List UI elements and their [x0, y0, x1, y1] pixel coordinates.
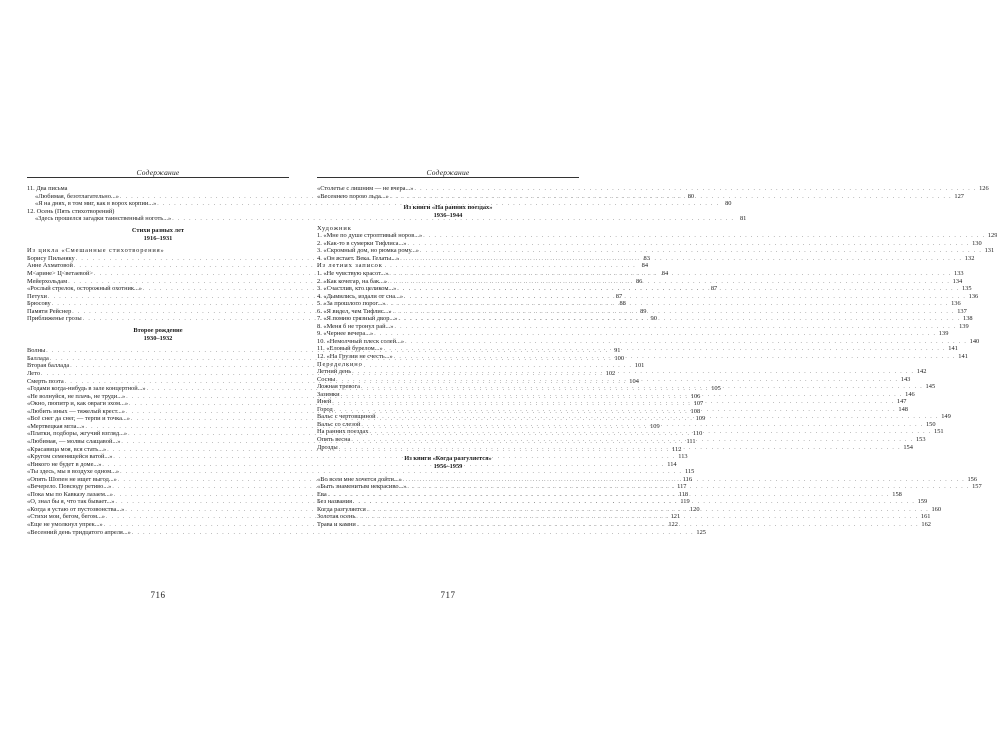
toc-entry-title: 1. «Мне по душе строптивый норов...»	[317, 232, 423, 240]
toc-entry-page: 88	[619, 300, 626, 308]
toc-entry-page: 162	[921, 520, 931, 528]
toc-entry-title: «Когда я устаю от пустозвонства...»	[27, 505, 125, 513]
toc-entry-page: 141	[948, 345, 958, 353]
dot-leader	[132, 530, 694, 538]
section-title: Стихи разных лет	[131, 226, 185, 234]
toc-entry-title: Петухи	[27, 292, 47, 300]
toc-entry-title: «Вечерело. Повсюду ретиво...»	[27, 483, 112, 491]
toc-entry-title: Волны	[27, 347, 46, 355]
dot-leader	[415, 186, 977, 194]
section-title: Из книги «На ранних поездах»	[403, 204, 493, 212]
toc-entry-page: 146	[905, 390, 915, 398]
toc-entry-title: «Любимая, безотлагательно...»	[35, 192, 119, 200]
section-years: 1936–1944	[433, 211, 463, 219]
cycle-heading: Из цикла «Смешанные стихотворения»	[27, 247, 165, 255]
toc-entry-title: «Годами когда-нибудь в зале концертной...»	[27, 385, 146, 393]
toc-entry-page: 131	[984, 247, 995, 255]
toc-entry-page: 84	[661, 269, 669, 277]
toc-entry-title: Брюсову	[27, 300, 51, 308]
toc-entry-page: 138	[963, 315, 973, 323]
toc-entry-title: Вальс со слезой	[317, 420, 361, 428]
toc-entry-page: 109	[650, 422, 660, 430]
toc-entry-page: 153	[915, 436, 926, 443]
toc-entry-page: 133	[954, 269, 964, 277]
toc-entry-page: 106	[690, 392, 701, 400]
cycle-heading: Художник	[317, 224, 352, 232]
toc-entry-title: 3. «Скромный дом, но рюмка рому...»	[317, 247, 420, 255]
toc-entry-title: 9. «Чернее вечера...»	[317, 330, 374, 338]
toc-entry-title: «Быть знаменитым некрасиво...»	[317, 483, 407, 491]
toc-entry[interactable]	[27, 528, 706, 537]
cycle-heading: Переделкино	[317, 360, 363, 368]
toc-entry-page: 112	[672, 445, 682, 453]
toc-entry-title: Летний день	[317, 368, 352, 376]
dot-leader	[403, 477, 965, 485]
toc-entry[interactable]	[27, 208, 289, 216]
toc-entry-title: «Всё снег да снег, — терпи и точка...»	[27, 415, 130, 423]
toc-entry-title: Золотая осень	[317, 513, 356, 521]
toc-entry[interactable]	[317, 337, 980, 346]
dot-leader	[395, 324, 957, 332]
dot-leader	[408, 241, 970, 249]
toc-entry-page: 160	[931, 505, 942, 513]
toc-entry-title: Смерть поэта	[27, 377, 64, 385]
section-years: 1916–1931	[143, 234, 173, 242]
toc-entry-page: 139	[959, 322, 969, 330]
toc-entry-title: Иней	[317, 398, 332, 406]
dot-leader	[334, 407, 896, 415]
dot-leader	[341, 392, 903, 400]
toc-entry-page: 129	[987, 232, 997, 240]
header-rule-right	[317, 177, 579, 178]
section-heading	[27, 327, 289, 343]
toc-entry-title: 6. «Я видел, чем Тифлис...»	[317, 307, 392, 315]
toc-entry-page: 89	[640, 307, 647, 315]
toc-entry-page: 125	[696, 528, 706, 536]
toc-entry-page: 130	[972, 239, 982, 247]
toc-entry-title: Дрозды	[317, 443, 338, 451]
dot-leader	[423, 233, 985, 241]
toc-entry-page: 87	[710, 285, 718, 293]
header-rule-left	[27, 177, 289, 178]
dot-leader	[374, 331, 936, 339]
toc-entry-page: 136	[951, 300, 961, 308]
toc-entry-title: 11. Два письма	[27, 185, 68, 192]
toc-entry-title: 3. «Счастлив, кто целиком...»	[317, 285, 397, 293]
toc-entry-title: Город	[317, 405, 333, 413]
toc-entry-page: 127	[954, 192, 964, 200]
toc-entry-title: Памяти Рейснер	[27, 307, 72, 315]
dot-leader	[393, 309, 955, 317]
section-heading	[27, 227, 289, 243]
toc-entry-title: «Я на днях, в том миг, как в ворох корпии...»	[35, 200, 157, 208]
toc-entry-page: 140	[969, 337, 980, 345]
toc-entry-title: Приближенье грозы	[27, 315, 82, 323]
dot-leader	[390, 194, 952, 202]
toc-entry-page: 101	[634, 362, 645, 370]
toc-entry[interactable]	[317, 239, 982, 248]
toc-entry[interactable]	[317, 330, 949, 338]
toc-entry-title: 4. «Дымились, издали от сна...»	[317, 292, 404, 300]
dot-leader	[353, 499, 915, 507]
toc-entry-title: «Ты здесь, мы в воздухе одном...»	[27, 468, 120, 476]
toc-entry-page: 157	[972, 483, 982, 491]
dot-leader	[361, 422, 923, 430]
toc-entry-title: Опять весна	[317, 436, 351, 443]
section-title: Второе рождение	[133, 326, 183, 334]
toc-entry-page: 118	[678, 490, 689, 498]
toc-entry-title: Лето	[27, 370, 41, 378]
toc-entry-title: 2. «Как-то в сумерки Тифлиса...»	[317, 239, 407, 247]
toc-entry[interactable]	[317, 232, 997, 240]
toc-entry-page: 80	[687, 192, 695, 200]
dot-leader	[405, 339, 967, 347]
page-number-right: 717	[440, 590, 456, 600]
toc-entry-page: 111	[686, 437, 696, 445]
toc-entry-page: 135	[961, 285, 972, 293]
toc-entry-page: 102	[605, 370, 616, 378]
toc-entry-page: 132	[964, 254, 975, 262]
section-heading	[317, 455, 579, 471]
dot-leader	[357, 522, 919, 530]
toc-entry[interactable]	[27, 185, 289, 193]
toc-entry-title: «Опять Шопен не ищет выгод...»	[27, 475, 117, 483]
dot-leader	[384, 346, 946, 354]
toc-entry-title: «Столетье с лишним — не вчера...»	[317, 185, 414, 192]
toc-entry-title: «Весеннею порою льда...»	[317, 192, 389, 200]
toc-entry-page: 116	[682, 475, 693, 483]
toc-entry-title: 7. «Я помню грязный двор...»	[317, 315, 398, 323]
toc-entry-title: Сосны	[317, 375, 336, 383]
toc-entry-title: «Любить иных — тяжелый крест...»	[27, 407, 125, 415]
toc-entry-page: 80	[725, 200, 732, 208]
cycle-heading: Из летних записок	[317, 262, 383, 270]
toc-entry-title: «Здесь прошелся загадки таинственный ноготь...»	[35, 215, 172, 223]
toc-entry-page: 122	[668, 520, 678, 528]
toc-entry-page: 161	[920, 513, 931, 521]
toc-entry-title: 4. «Он встает. Века. Гелаты...»	[317, 254, 400, 262]
toc-entry[interactable]	[317, 322, 969, 331]
section-title: Из книги «Когда разгуляется»	[404, 455, 492, 463]
toc-entry-title: Вальс с чертовщиной	[317, 413, 376, 421]
toc-entry-title: Борису Пильняку	[27, 254, 75, 262]
toc-entry-title: «Кругом семенящейся ватой...»	[27, 453, 113, 461]
toc-entry-title: «Рослый стрелок, осторожный охотник...»	[27, 285, 143, 293]
toc-entry-page: 139	[938, 330, 949, 338]
toc-entry-page: 91	[614, 347, 621, 355]
dot-leader	[336, 377, 898, 385]
dot-leader	[404, 294, 966, 302]
toc-entry-page: 143	[900, 375, 911, 383]
toc-entry-title: 11. «Еловый бурелом...»	[317, 345, 383, 353]
toc-entry-page: 158	[892, 490, 902, 498]
toc-entry-page: 126	[979, 185, 989, 192]
page-number-left: 716	[150, 590, 166, 600]
toc-entry-title: «Весенний день тридцатого апреля...»	[27, 528, 131, 536]
toc-entry-page: 90	[650, 315, 657, 323]
toc-entry-page: 108	[690, 407, 701, 415]
toc-entry-page: 110	[692, 430, 703, 438]
toc-entry-page: 137	[957, 307, 967, 315]
toc-entry-title: 8. «Меня б не тронул рай...»	[317, 322, 394, 330]
toc-entry-page: 113	[678, 453, 688, 461]
dot-leader	[397, 286, 959, 294]
toc-entry-page: 154	[903, 443, 913, 451]
toc-entry-page: 87	[615, 292, 623, 300]
running-head-right: Содержание	[426, 168, 470, 177]
toc-entry-page: 149	[941, 413, 951, 421]
toc-entry[interactable]	[317, 185, 989, 193]
toc-entry-page: 100	[614, 354, 625, 362]
toc-entry-page: 105	[711, 385, 721, 393]
dot-leader	[351, 437, 913, 445]
toc-entry-title: «О, знал бы я, что так бывает...»	[27, 498, 115, 506]
toc-entry-page: 120	[689, 505, 700, 513]
toc-entry-title: На ранних поездах	[317, 428, 369, 436]
toc-entry-page: 86	[635, 277, 643, 285]
toc-entry-title: 10. «Немолчный плеск солей...»	[317, 337, 405, 345]
dot-leader	[398, 316, 960, 324]
toc-entry-title: «Платки, подборы, жгучий взгляд...»	[27, 430, 128, 438]
toc-entry-title: 2. «Как кочегар, на бак...»	[317, 277, 388, 285]
toc-entry-title: Когда разгуляется	[317, 505, 366, 513]
toc-entry-page: 142	[916, 368, 927, 376]
toc-entry-title: «Окно, пюпитр и, как овраги эхом...»	[27, 400, 129, 408]
toc-entry-title: Анне Ахматовой	[27, 262, 73, 270]
toc-entry-title: 12. Осень (Пять стихотворений)	[27, 207, 115, 215]
toc-entry-title: «Любимая, — молвы слащавой...»	[27, 437, 121, 445]
toc-entry-title: Зазимки	[317, 390, 340, 398]
toc-entry-page: 84	[641, 262, 649, 270]
dot-leader	[328, 492, 890, 500]
toc-entry-page: 150	[925, 420, 936, 428]
toc-entry-page: 134	[952, 277, 963, 285]
dot-leader	[332, 399, 894, 407]
toc-entry-title: Ева	[317, 490, 327, 498]
section-heading	[317, 204, 579, 220]
toc-entry-title: «Красавица моя, вся стать...»	[27, 445, 107, 453]
toc-entry-title: 12. «На Грузии не счесть...»	[317, 352, 393, 360]
toc-entry-page: 81	[739, 215, 747, 223]
dot-leader	[339, 445, 901, 453]
dot-leader	[389, 271, 951, 279]
dot-leader	[377, 414, 939, 422]
toc-entry-page: 136	[968, 292, 979, 300]
toc-entry-page: 151	[934, 428, 944, 436]
toc-entry-title: Баллада	[27, 354, 49, 362]
toc-entry-title: Трава и камни	[317, 520, 356, 528]
dot-leader	[367, 507, 929, 515]
toc-entry-page: 159	[917, 498, 928, 506]
dot-leader	[394, 354, 956, 362]
toc-entry-title: «Во всем мне хочется дойти...»	[317, 475, 402, 483]
toc-entry-title: «Стихи мои, бегом, бегом...»	[27, 513, 106, 521]
toc-entry[interactable]	[317, 247, 995, 255]
toc-entry-page: 121	[670, 513, 681, 521]
toc-entry-page: 119	[680, 498, 690, 506]
toc-entry-title: «Не волнуйся, не плачь, не труди...»	[27, 392, 126, 400]
toc-entry-title: «Никого не будет в доме...»	[27, 460, 102, 468]
toc-entry-page: 114	[667, 460, 677, 468]
dot-leader	[352, 369, 914, 377]
toc-entry-page: 117	[677, 483, 687, 491]
toc-entry-title: Мейерхольдам	[27, 277, 68, 285]
toc-entry-page: 115	[684, 468, 695, 476]
toc-entry-title: «Еще не умолкнул упрек...»	[27, 520, 103, 528]
section-years: 1956–1959	[433, 462, 463, 470]
toc-entry-page: 141	[958, 352, 968, 360]
section-years: 1930–1932	[143, 334, 173, 342]
toc-entry-title: 1. «Не чувствую красот...»	[317, 269, 389, 277]
toc-entry-page: 83	[643, 254, 650, 262]
toc-entry-page: 148	[898, 405, 908, 413]
toc-entry-title: Ложная тревога	[317, 383, 360, 391]
toc-entry-title: М<арине> Ц<ветаевой>	[27, 269, 93, 277]
toc-entry-page: 145	[925, 383, 936, 391]
toc-entry[interactable]	[27, 468, 695, 476]
toc-entry-title: 5. «За прошлого порог...»	[317, 300, 386, 308]
toc-entry-page: 109	[695, 415, 706, 423]
dot-leader	[420, 248, 982, 256]
toc-entry-title: Без названия	[317, 498, 353, 506]
dot-leader	[400, 256, 962, 264]
dot-leader	[388, 279, 950, 287]
toc-entry-title: «Мертвецкая мгла...»	[27, 422, 85, 430]
toc-entry-title: «Пока мы по Кавказу лазаем...»	[27, 490, 113, 498]
toc-entry-page: 156	[967, 475, 978, 483]
dot-leader	[369, 429, 931, 437]
toc-entry-page: 147	[896, 398, 907, 406]
toc-entry-page: 104	[629, 377, 639, 385]
toc-entry-title: Вторая баллада	[27, 362, 70, 370]
dot-leader	[356, 514, 918, 522]
dot-leader	[387, 301, 949, 309]
toc-entry-page: 107	[693, 400, 704, 408]
running-head-left: Содержание	[136, 168, 180, 177]
dot-leader	[361, 384, 923, 392]
dot-leader	[408, 484, 970, 492]
